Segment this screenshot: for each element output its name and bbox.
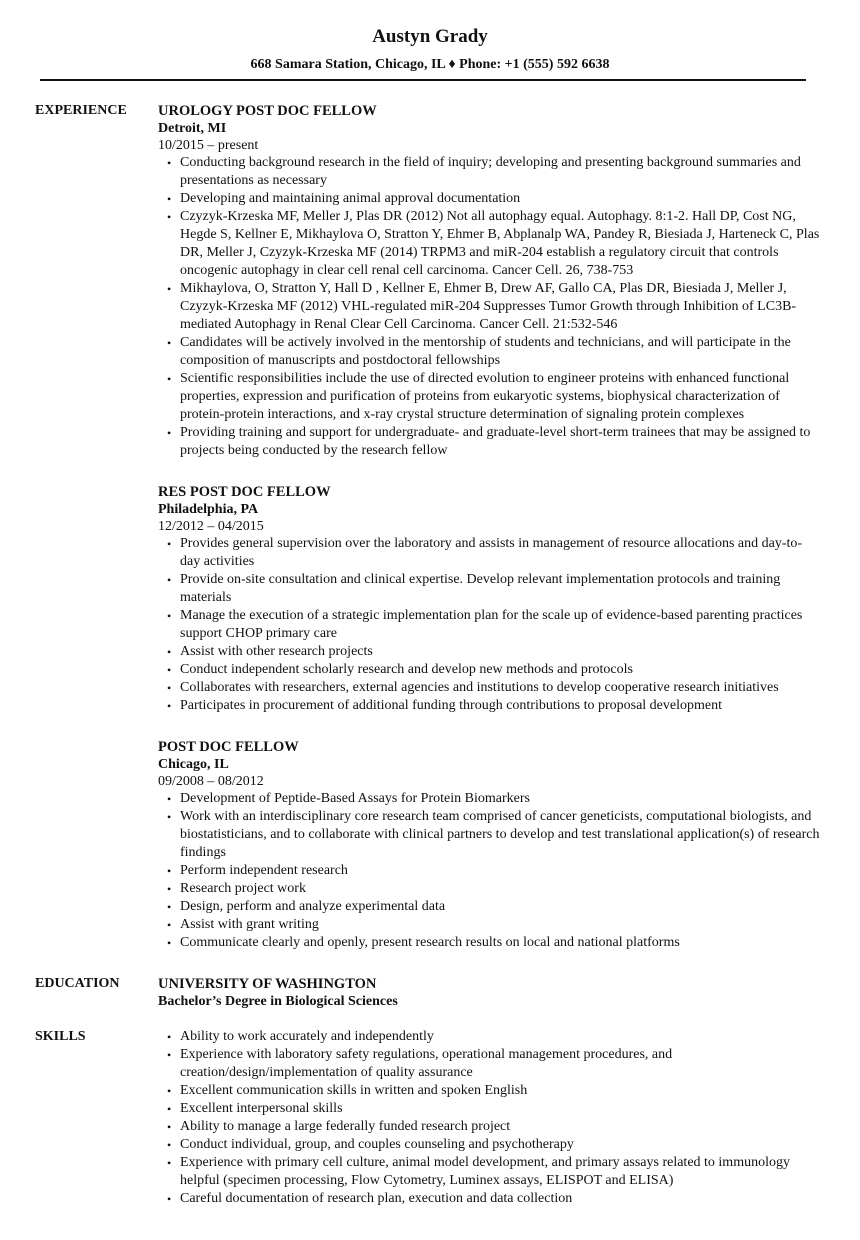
list-item: • Communicate clearly and openly, present research results on local and national platforms (180, 934, 820, 952)
job-entry (158, 738, 820, 952)
list-item: • Participates in procurement of additional funding through contributions to proposal development (180, 697, 820, 715)
list-item: • Developing and maintaining animal approval documentation (180, 190, 820, 208)
list-item: • Provides general supervision over the laboratory and assists in management of resource allocations and day-to-day activities (180, 535, 820, 571)
job-duties-list (158, 790, 820, 952)
list-item: • Assist with grant writing (180, 916, 820, 934)
list-item: • Collaborates with researchers, external agencies and institutions to develop cooperative research initiatives (180, 679, 820, 697)
job-duties-list (158, 154, 820, 460)
section-label-skills: SKILLS (35, 1029, 86, 1044)
list-item: • Manage the execution of a strategic implementation plan for the scale up of evidence-based parenting practices support CHOP primary care (180, 607, 820, 643)
list-item: • Czyzyk-Krzeska MF, Meller J, Plas DR (2012) Not all autophagy equal. Autophagy. 8:1-2. Hall DP, Cost NG, Hegde S, Kellner E, Mikhaylova O, Stratton Y, Ehmer B, Abplanalp WA, Pandey R, Biesiada J, Harteneck C, Plas DR, Meller J, Czyzyk-Krzeska MF (2014) TRPM3 and miR-204 establish a regulatory circuit that controls oncogenic autophagy in clear cell renal cell carcinoma. Cancer Cell. 26, 738-753 (180, 208, 820, 280)
job-dates: 10/2015 – present (158, 138, 259, 153)
skills-list (158, 1028, 820, 1208)
list-item: • Ability to manage a large federally funded research project (180, 1118, 820, 1136)
job-dates: 09/2008 – 08/2012 (158, 774, 264, 789)
education-section (35, 975, 820, 1011)
list-item: • Work with an interdisciplinary core research team comprised of cancer geneticists, computational biologists, and biostatisticians, and to collaborate with clinical partners to develop and test translational application(s) of research findings (180, 808, 820, 862)
list-item: • Research project work (180, 880, 820, 898)
list-item: • Provide on-site consultation and clinical expertise. Develop relevant implementation protocols and training materials (180, 571, 820, 607)
job-title: UROLOGY POST DOC FELLOW (158, 103, 377, 119)
job-title: POST DOC FELLOW (158, 739, 299, 755)
list-item: • Careful documentation of research plan, execution and data collection (180, 1190, 820, 1208)
job-dates: 12/2012 – 04/2015 (158, 519, 264, 534)
header-divider (40, 79, 806, 81)
job-duties-list (158, 535, 820, 715)
job-entry (158, 483, 820, 715)
list-item: • Conduct individual, group, and couples counseling and psychotherapy (180, 1136, 820, 1154)
job-title: RES POST DOC FELLOW (158, 484, 331, 500)
list-item: • Excellent interpersonal skills (180, 1100, 820, 1118)
section-label-education: EDUCATION (35, 976, 120, 991)
job-location: Chicago, IL (158, 757, 229, 772)
resume-header (0, 0, 860, 73)
job-entry (158, 102, 820, 460)
candidate-name: Austyn Grady (372, 26, 488, 47)
list-item: • Excellent communication skills in written and spoken English (180, 1082, 820, 1100)
list-item: • Design, perform and analyze experimental data (180, 898, 820, 916)
list-item: • Development of Peptide-Based Assays for Protein Biomarkers (180, 790, 820, 808)
contact-line: 668 Samara Station, Chicago, IL ♦ Phone: +1 (555) 592 6638 (250, 57, 610, 72)
list-item: • Conduct independent scholarly research and develop new methods and protocols (180, 661, 820, 679)
list-item: • Perform independent research (180, 862, 820, 880)
list-item: • Ability to work accurately and independently (180, 1028, 820, 1046)
list-item: • Experience with laboratory safety regulations, operational management procedures, and creation/design/implementation of quality assurance (180, 1046, 820, 1082)
school-name: UNIVERSITY OF WASHINGTON (158, 976, 377, 992)
job-location: Detroit, MI (158, 121, 227, 136)
list-item: • Scientific responsibilities include the use of directed evolution to engineer proteins with enhanced functional properties, expression and purification of proteins from eukaryotic systems, biophysical characterization of protein-protein interactions, and x-ray crystal structure determination of signaling protein complexes (180, 370, 820, 424)
list-item: • Candidates will be actively involved in the mentorship of students and technicians, and will participate in the composition of manuscripts and postdoctoral fellowships (180, 334, 820, 370)
list-item: • Mikhaylova, O, Stratton Y, Hall D , Kellner E, Ehmer B, Drew AF, Gallo CA, Plas DR, Biesiada J, Meller J, Czyzyk-Krzeska MF (2012) VHL-regulated miR-204 Suppresses Tumor Growth through Inhibition of LC3B-mediated Autophagy in Renal Clear Cell Carcinoma. Cancer Cell. 21:532-546 (180, 280, 820, 334)
list-item: • Providing training and support for undergraduate- and graduate-level short-term trainees that may be assigned to projects being conducted by the research fellow (180, 424, 820, 460)
list-item: • Assist with other research projects (180, 643, 820, 661)
experience-section (35, 102, 820, 952)
degree-name: Bachelor’s Degree in Biological Sciences (158, 994, 398, 1009)
list-item: • Experience with primary cell culture, animal model development, and primary assays related to immunology helpful (specimen processing, Flow Cytometry, Luminex assays, ELISPOT and ELISA) (180, 1154, 820, 1190)
job-location: Philadelphia, PA (158, 502, 259, 517)
list-item: • Conducting background research in the field of inquiry; developing and presenting background summaries and presentations as necessary (180, 154, 820, 190)
section-label-experience: EXPERIENCE (35, 103, 127, 118)
skills-section (35, 1028, 820, 1208)
